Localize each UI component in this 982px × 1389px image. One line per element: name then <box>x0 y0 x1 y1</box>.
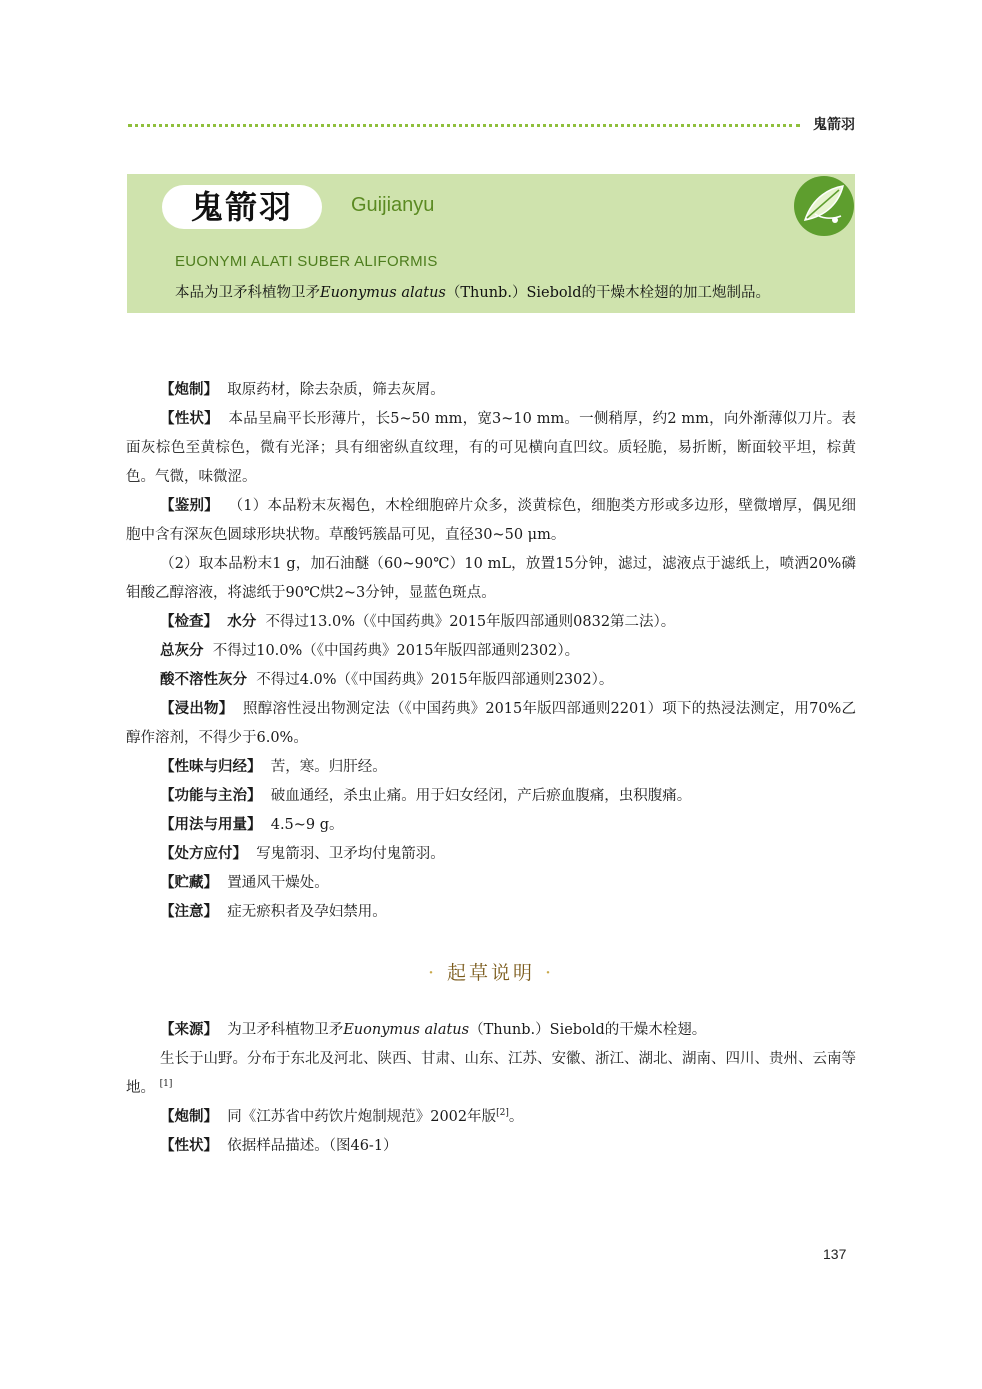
text-gongneng: 破血通经，杀虫止痛。用于妇女经闭，产后瘀血腹痛，虫积腹痛。 <box>270 788 692 804</box>
label-draft-paozhi: 【炮制】 <box>160 1109 218 1125</box>
herb-leaf-icon <box>791 174 855 238</box>
label-xingzhuang: 【性状】 <box>160 411 219 427</box>
label-gongneng: 【功能与主治】 <box>160 788 262 804</box>
label-laiyuan: 【来源】 <box>160 1022 218 1038</box>
text-chufang: 写鬼箭羽、卫矛均付鬼箭羽。 <box>256 846 445 862</box>
text-acid-ash: 不得过4.0%（《中国药典》2015年版四部通则2302）。 <box>256 672 614 688</box>
text-water: 不得过13.0%（《中国药典》2015年版四部通则0832第二法）。 <box>265 614 676 630</box>
text-draft-xingzhuang: 依据样品描述。（图46-1） <box>227 1138 398 1154</box>
section-yongfa <box>126 811 856 840</box>
page-number: 137 <box>823 1246 847 1262</box>
running-head <box>128 114 855 136</box>
label-acid-ash: 酸不溶性灰分 <box>160 672 247 688</box>
text-laiyuan-b: （Thunb.）Siebold的干燥木栓翅。 <box>469 1022 707 1038</box>
label-paozhi: 【炮制】 <box>160 382 218 398</box>
text-jinchuwu: 照醇溶性浸出物测定法（《中国药典》2015年版四部通则2201）项下的热浸法测定，用70%乙醇作溶剂，不得少于6.0%。 <box>126 701 857 746</box>
section-draft-paozhi <box>126 1103 856 1132</box>
text-distribution: 生长于山野。分布于东北及河北、陕西、甘肃、山东、江苏、安徽、浙江、湖北、湖南、四川、贵州、云南等地。 <box>126 1051 856 1096</box>
text-zhucang: 置通风干燥处。 <box>227 875 329 891</box>
section-gongneng <box>126 782 856 811</box>
section-zhucang <box>126 869 856 898</box>
reference-1: [1] <box>159 1079 173 1090</box>
label-total-ash: 总灰分 <box>160 643 204 659</box>
reference-2: [2] <box>496 1108 509 1119</box>
latin-name: EUONYMI ALATI SUBER ALIFORMIS <box>175 253 438 270</box>
section-total-ash <box>126 637 856 666</box>
running-title: 鬼箭羽 <box>813 117 855 133</box>
label-zhucang: 【贮藏】 <box>160 875 218 891</box>
section-draft-xingzhuang <box>126 1132 856 1161</box>
text-zhuyi: 症无瘀积者及孕妇禁用。 <box>227 904 387 920</box>
section-distribution <box>126 1045 856 1103</box>
definition <box>175 281 770 302</box>
text-jianbie-1: （1）本品粉末灰褐色，木栓细胞碎片众多，淡黄棕色，细胞类方形或多边形，壁微增厚，偶见细胞中含有深灰色圆球形块状物。草酸钙簇晶可见，直径30~50 μm。 <box>126 498 857 543</box>
section-laiyuan <box>126 1016 856 1045</box>
label-water: 水分 <box>227 614 257 630</box>
text-xingwei: 苦，寒。归肝经。 <box>270 759 387 775</box>
definition-part-b: （Thunb.）Siebold的干燥木栓翅的加工炮制品。 <box>445 285 771 301</box>
label-jianbie: 【鉴别】 <box>160 498 219 514</box>
species-name-laiyuan: Euonymus alatus <box>343 1022 470 1038</box>
label-draft-xingzhuang: 【性状】 <box>160 1138 218 1154</box>
section-paozhi <box>126 376 856 405</box>
text-draft-paozhi: 同《江苏省中药饮片炮制规范》2002年版 <box>227 1109 497 1125</box>
section-chufang <box>126 840 856 869</box>
definition-part-a: 本品为卫矛科植物卫矛 <box>175 285 320 301</box>
text-paozhi: 取原药材，除去杂质，筛去灰屑。 <box>227 382 445 398</box>
dotted-rule <box>128 124 800 127</box>
label-zhuyi: 【注意】 <box>160 904 218 920</box>
monograph-banner <box>127 174 855 313</box>
label-yongfa: 【用法与用量】 <box>160 817 262 833</box>
drafting-body <box>126 1016 856 1161</box>
section-jinchuwu <box>126 695 856 753</box>
section-jianbie <box>126 492 856 550</box>
monograph-body <box>126 376 856 927</box>
section-xingwei <box>126 753 856 782</box>
text-draft-paozhi-tail: 。 <box>508 1109 524 1125</box>
pinyin-name: Guijianyu <box>351 194 435 216</box>
text-jianbie-2: （2）取本品粉末1 g，加石油醚（60~90℃）10 mL，放置15分钟，滤过，滤液点于滤纸上，喷洒20%磷钼酸乙醇溶液，将滤纸于90℃烘2~3分钟，显蓝色斑点。 <box>126 556 856 601</box>
drafting-section-title: · 起草说明 · <box>427 962 555 984</box>
monograph-title: 鬼箭羽 <box>162 185 322 229</box>
text-total-ash: 不得过10.0%（《中国药典》2015年版四部通则2302）。 <box>212 643 580 659</box>
section-jiancha <box>126 608 856 637</box>
section-zhuyi <box>126 898 856 927</box>
text-laiyuan-a: 为卫矛科植物卫矛 <box>227 1022 344 1038</box>
text-yongfa: 4.5~9 g。 <box>270 817 344 833</box>
section-xingzhuang <box>126 405 856 492</box>
label-jiancha: 【检查】 <box>160 614 218 630</box>
species-name: Euonymus alatus <box>320 285 446 301</box>
drafting-title-text: 起草说明 <box>446 962 535 984</box>
section-acid-ash <box>126 666 856 695</box>
label-xingwei: 【性味与归经】 <box>160 759 262 775</box>
text-xingzhuang: 本品呈扁平长形薄片，长5~50 mm，宽3~10 mm。一侧稍厚，约2 mm，向外渐薄似刀片。表面灰棕色至黄棕色，微有光泽；具有细密纵直纹理，有的可见横向直凹纹。质轻脆，易折断，断面较平坦，棕黄色。气微，味微涩。 <box>126 411 857 485</box>
label-jinchuwu: 【浸出物】 <box>160 701 234 717</box>
label-chufang: 【处方应付】 <box>160 846 247 862</box>
